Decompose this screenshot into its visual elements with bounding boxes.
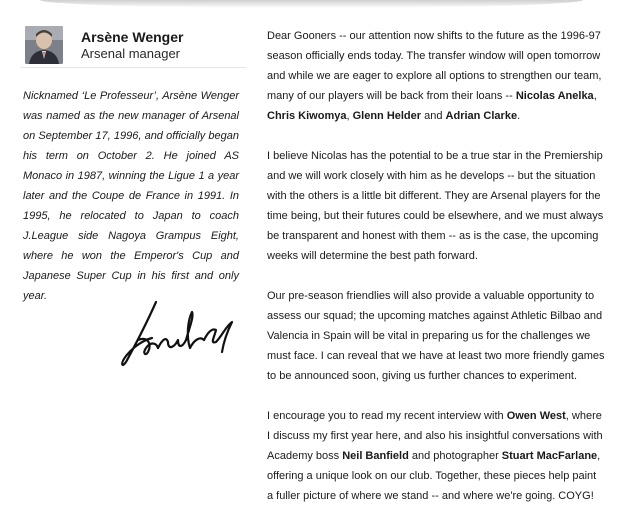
signature-image [118, 296, 240, 376]
person-name: Neil Banfield [342, 450, 409, 462]
top-shadow [40, 0, 583, 8]
player-name: Chris Kiwomya [267, 110, 347, 122]
author-bio: Nicknamed ‘Le Professeur’, Arsène Wenger was named as the new manager of Arsenal on September 17, 1996, and officially began his term on October 2. He joined AS Monaco in 1987, winning the Ligue 1 a year later and the Coupe de France in 1991. In 1995, he relocated to Japan to coach J.League side Nagoya Grampus Eight, where he won the Emperor's Cup and Japanese Super Cup in his first and only year. [23, 90, 239, 302]
letter-paragraph-3: Our pre-season friendlies will also provide a valuable opportunity to assess our squad; the upcoming matches against Athletic Bilbao and Valencia in Spain will be vital in preparing us for the challenges we must face. I can reveal that we have at least two more friendly games to be announced soon, giving us further chances to experiment. [267, 290, 605, 382]
author-role: Arsenal manager [81, 46, 180, 61]
divider [20, 67, 246, 68]
author-name: Arsène Wenger [81, 29, 184, 45]
letter-body [267, 26, 605, 526]
person-name: Owen West [506, 410, 566, 422]
letter-paragraph-2: I believe Nicolas has the potential to be a true star in the Premiership and we will work closely with him as he develops -- but the situation with the others is a little bit different. They are Arsenal players for the time being, but their futures could be elsewhere, and we must always be transparent and honest with them -- as is the case, the upcoming weeks will determine the best path forward. [267, 150, 604, 262]
person-name: Stuart MacFarlane [501, 450, 598, 462]
author-avatar [25, 26, 63, 64]
player-name: Nicolas Anelka [515, 90, 594, 102]
player-name: Glenn Helder [352, 110, 422, 122]
player-name: Adrian Clarke [445, 110, 518, 122]
letter-paragraph-1: Dear Gooners -- our attention now shifts to the future as the 1996-97 season officially ends today. The transfer window will open tomorrow and while we are eager to explore all options to strengthen our team, many of our players will be back from their loans -- Nicolas Anelka, Chris Kiwomya, Glenn Helder and Adrian Clarke. [267, 30, 602, 122]
letter-paragraph-4: I encourage you to read my recent interview with Owen West, where I discuss my first year here, and also his insightful conversations with Academy boss Neil Banfield and photographer Stuart MacFarlane, offering a unique look on our club. Together, these pieces help paint a fuller picture of where we stand -- and where we're going. COYG! [267, 410, 603, 502]
